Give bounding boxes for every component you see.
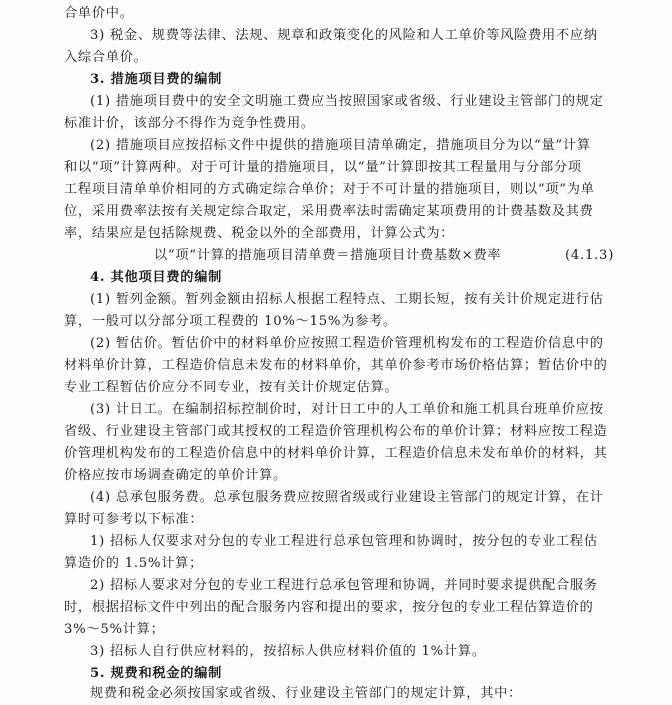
text-line: 3) 税金、规费等法律、法规、规章和政策变化的风险和人工单价等风险费用不应纳 xyxy=(90,28,598,43)
text-line: 算造价的 1.5%计算； xyxy=(64,556,204,571)
text-line: 价格应按市场调查确定的单价计算。 xyxy=(64,468,287,483)
text-line: 算时可参考以下标准： xyxy=(64,512,204,527)
section-heading: 3. 措施项目费的编制 xyxy=(90,72,223,87)
text-line: 2) 招标人要求对分包的专业工程进行总承包管理和协调，并同时要求提供配合服务 xyxy=(90,578,598,593)
text-line: 省级、行业建设主管部门或其授权的工程造价管理机构公布的单价计算；材料应按工程造 xyxy=(64,424,608,439)
text-line: 3%～5%计算； xyxy=(64,622,165,637)
text-line: 入综合单价。 xyxy=(64,50,148,65)
text-line: 工程项目清单单价相同的方式确定综合单价；对于不可计量的措施项目，则以“项”为单 xyxy=(64,182,595,197)
text-line: 标准计价，该部分不得作为竞争性费用。 xyxy=(64,116,315,131)
section-heading: 5. 规费和税金的编制 xyxy=(90,666,223,681)
text-line: 1) 招标人仅要求对分包的专业工程进行总承包管理和协调时，按分包的专业工程估 xyxy=(90,534,598,549)
text-line: 专业工程暂估价应分不同专业，按有关计价规定估算。 xyxy=(64,380,399,395)
text-line: (2) 暂估价。暂估价中的材料单价应按照工程造价管理机构发布的工程造价信息中的 xyxy=(90,336,604,351)
text-line: (3) 计日工。在编制招标控制价时，对计日工中的人工单价和施工机具台班单价应按 xyxy=(90,402,604,417)
text-line: 规费和税金必须按国家或省级、行业建设主管部门的规定计算，其中： xyxy=(90,686,523,701)
text-line: (2) 措施项目应按招标文件中提供的措施项目清单确定，措施项目分为以“量”计算 xyxy=(90,138,591,153)
text-line: 和以“项”计算两种。对于可计量的措施项目，以“量”计算即按其工程量用与分部分项 xyxy=(64,160,582,175)
text-line: 算，一般可以分部分项工程费的 10%～15%为参考。 xyxy=(64,314,397,329)
formula-line xyxy=(154,245,654,267)
text-line: (1) 措施项目费中的安全文明施工费应当按照国家或省级、行业建设主管部门的规定 xyxy=(90,94,604,109)
text-line: 3) 招标人自行供应材料的，按招标人供应材料价值的 1%计算。 xyxy=(90,644,486,659)
text-line: (4) 总承包服务费。总承包服务费应按照省级或行业建设主管部门的规定计算，在计 xyxy=(90,490,604,505)
section-heading: 4. 其他项目费的编制 xyxy=(90,270,223,285)
text-line: 材料单价计算，工程造价信息未发布的材料单价，其单价参考市场价格估算；暂估价中的 xyxy=(64,358,608,373)
text-line: (1) 暂列金额。暂列金额由招标人根据工程特点、工期长短，按有关计价规定进行估 xyxy=(90,292,604,307)
formula-number: (4.1.3) xyxy=(565,248,615,263)
text-line: 率，结果应是包括除规费、税金以外的全部费用，计算公式为： xyxy=(64,226,455,241)
text-line: 位，采用费率法按有关规定综合取定，采用费率法时需确定某项费用的计费基数及其费 xyxy=(64,204,594,219)
formula-text: 以“项”计算的措施项目清单费＝措施项目计费基数×费率 xyxy=(154,248,502,263)
text-line: 时，根据招标文件中列出的配合服务内容和提出的要求，按分包的专业工程估算造价的 xyxy=(64,600,594,615)
text-line: 合单价中。 xyxy=(64,6,134,21)
text-line: 价管理机构发布的工程造价信息中的材料单价计算，工程造价信息未发布单价的材料，其 xyxy=(64,446,608,461)
